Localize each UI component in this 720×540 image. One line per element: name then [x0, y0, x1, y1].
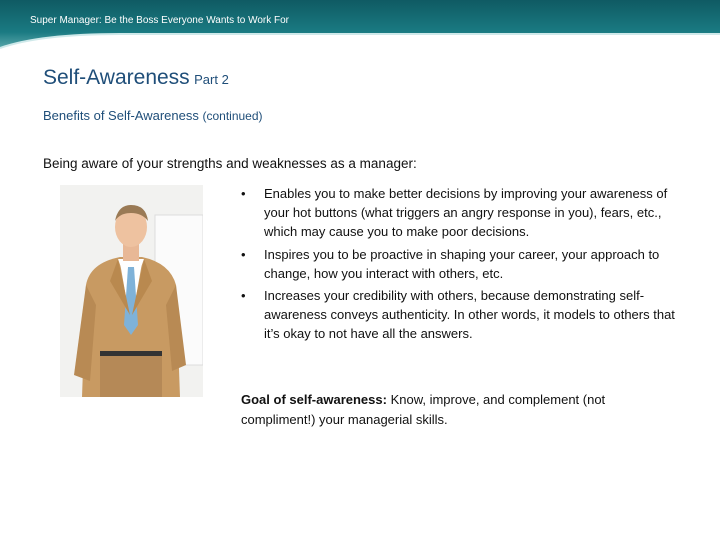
bullet-text: Inspires you to be proactive in shaping your career, your approach to change, how you interact with others, etc. [264, 246, 660, 281]
slide-title [43, 66, 229, 90]
bullet-text: Enables you to make better decisions by improving your awareness of your hot buttons (what triggers an angry response in you), fears, etc., which may cause you to make poor decisions. [264, 186, 668, 240]
list-item [241, 184, 681, 242]
section-subtitle [43, 108, 263, 123]
intro-text: Being aware of your strengths and weaknesses as a manager: [43, 156, 417, 171]
benefits-list [241, 184, 681, 347]
bullet-icon: • [241, 186, 246, 201]
goal-statement [241, 390, 671, 429]
slide-title-main: Self-Awareness [43, 66, 190, 89]
subtitle-continued: (continued) [202, 109, 263, 123]
list-item [241, 245, 681, 283]
goal-label: Goal of self-awareness: [241, 392, 387, 407]
header-curve-decoration [0, 30, 720, 70]
businessman-photo [60, 185, 203, 397]
slide-title-part: Part 2 [194, 72, 229, 87]
list-item [241, 286, 681, 344]
goal-text: Know, improve, and complement (not compliment!) your managerial skills. [241, 392, 606, 427]
subtitle-main: Benefits of Self-Awareness [43, 108, 199, 123]
course-title: Super Manager: Be the Boss Everyone Wants to Work For [30, 15, 290, 26]
bullet-icon: • [241, 246, 246, 262]
bullet-text: Increases your credibility with others, because demonstrating self-awareness conveys authenticity. In other words, it models to others that it’s okay to not have all the answers. [264, 288, 675, 342]
bullet-icon: • [241, 288, 246, 304]
